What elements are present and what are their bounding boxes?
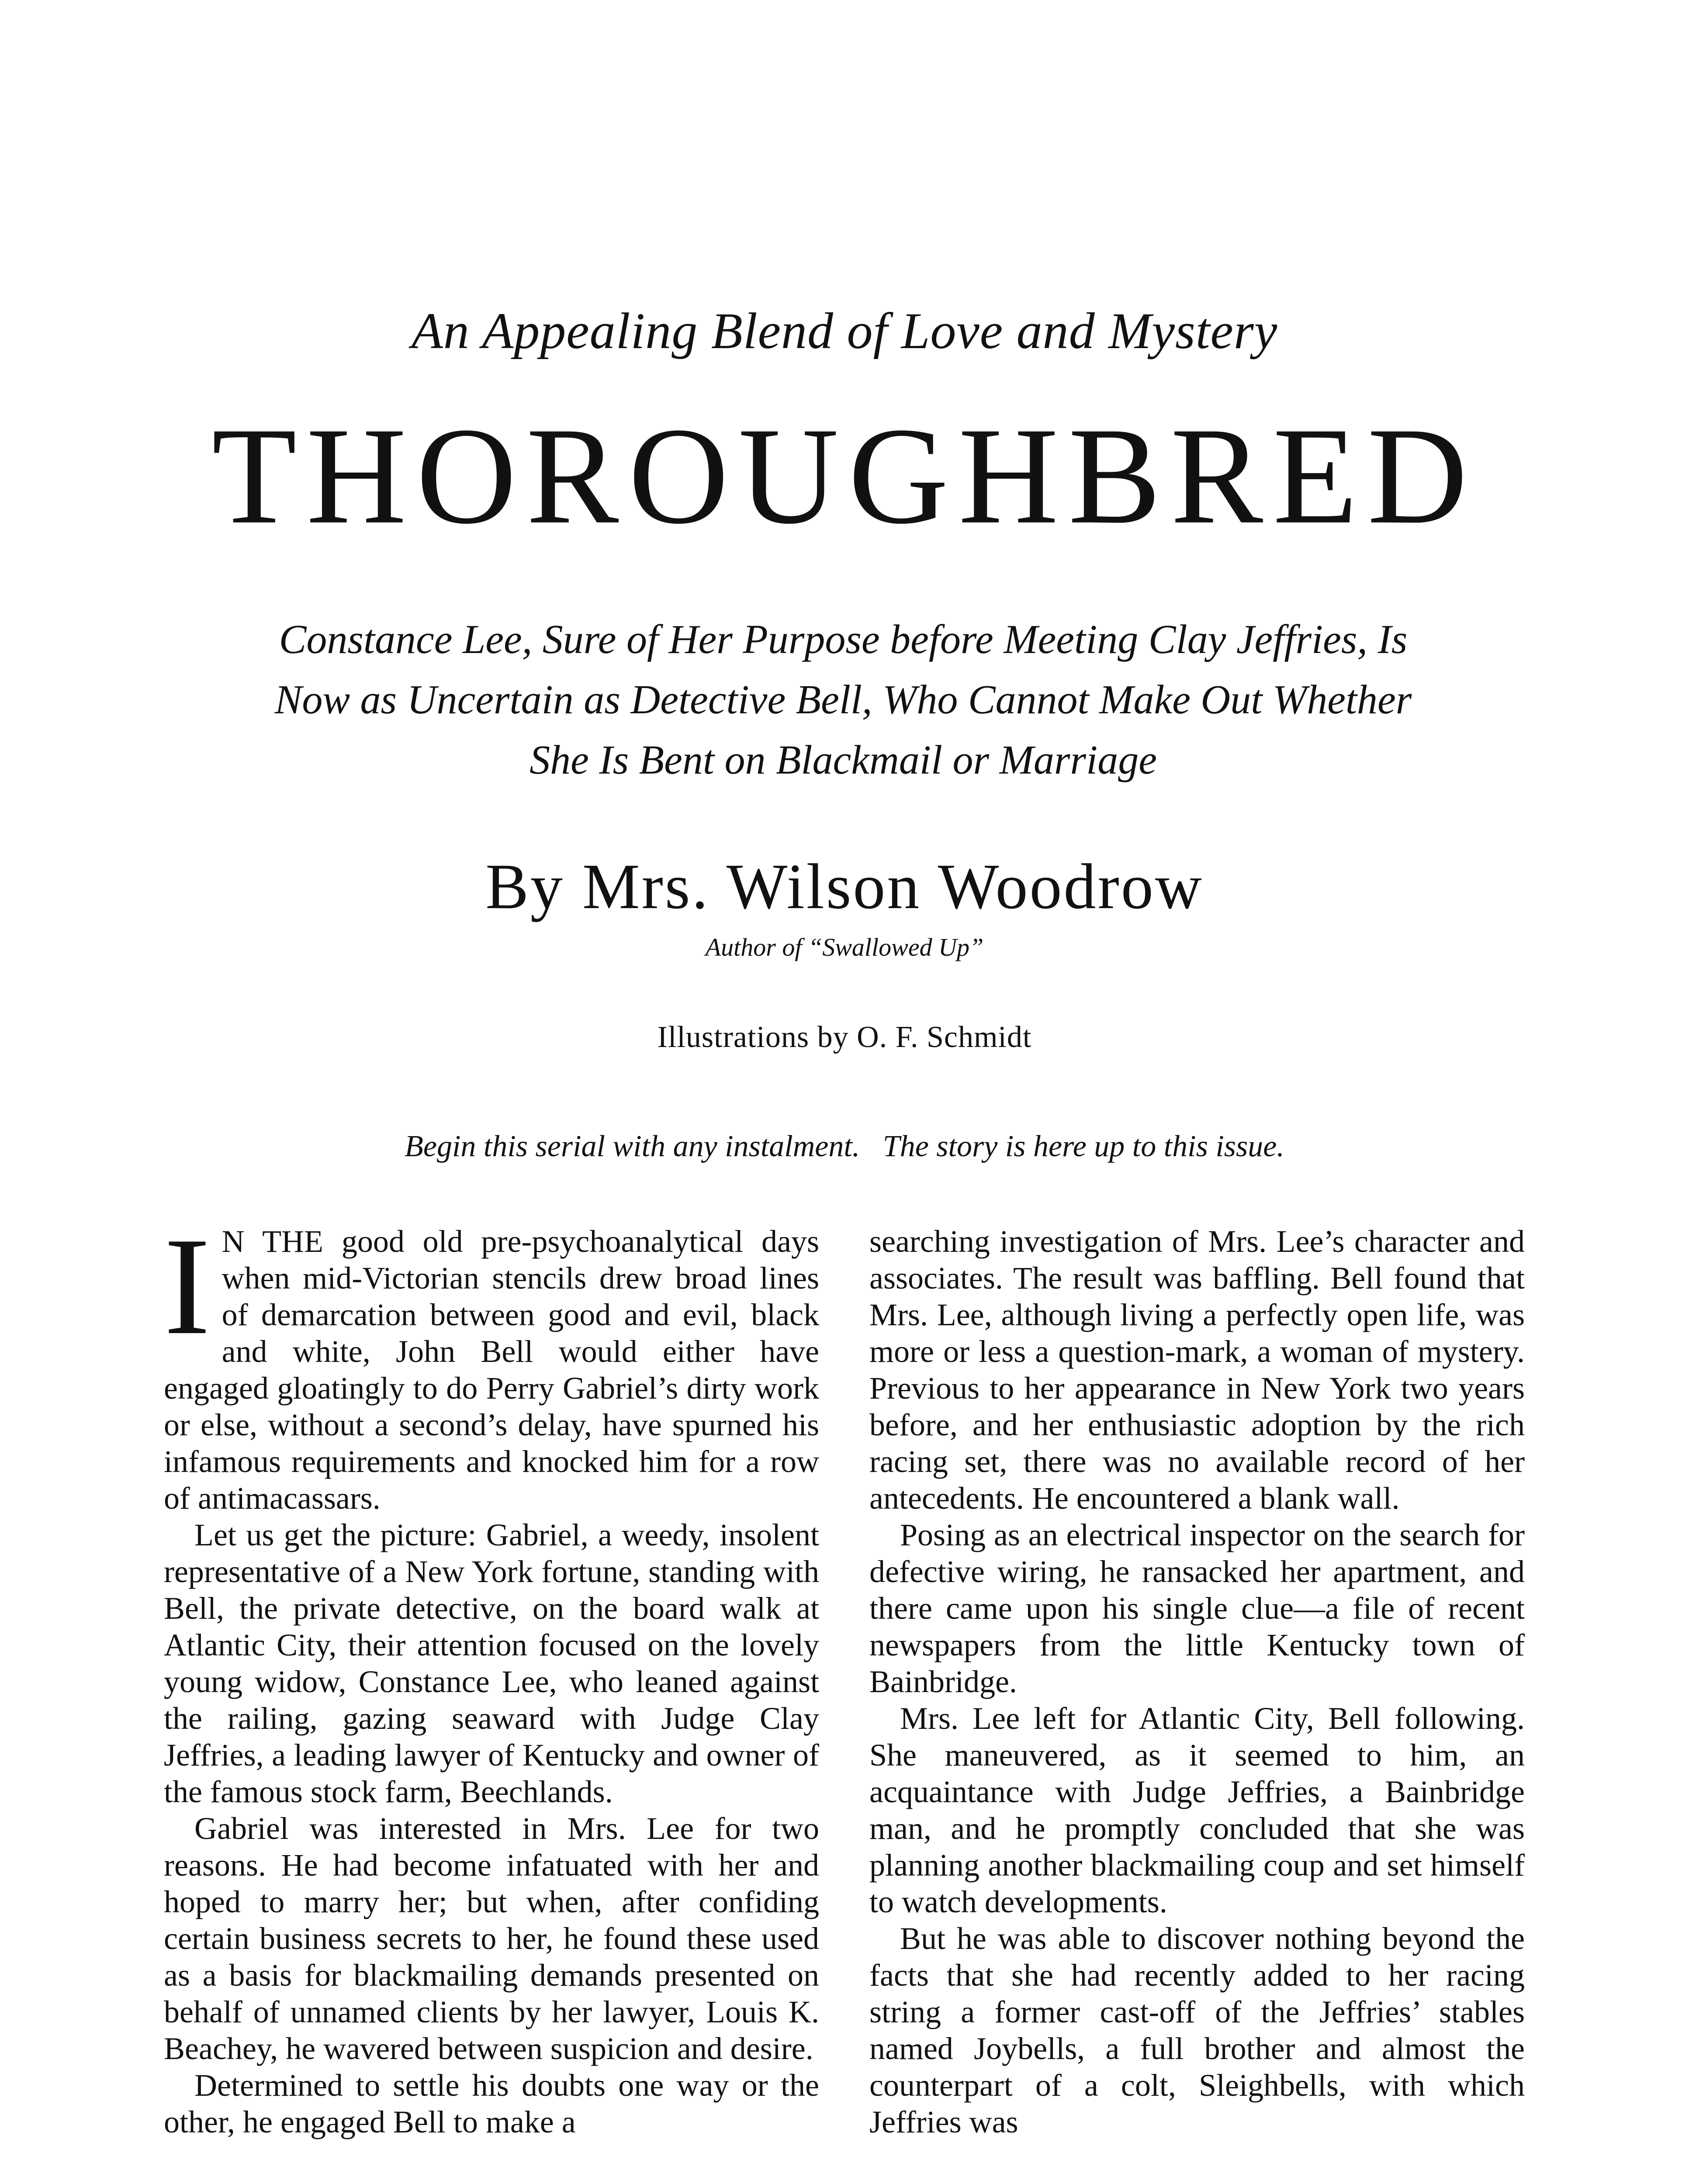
- paragraph: searching investigation of Mrs. Lee’s character and associates. The result was baffling. Bell found that Mrs. Lee, although living a perfectly open life, was more or less a question-mark, a woman of mystery. Previous to her appearance in New York two years before, and her enthusiastic adoption by the rich racing set, there was no available record of her antecedents. He encountered a blank wall.: [869, 1224, 1525, 1516]
- author-note: Author of “Swallowed Up”: [705, 933, 984, 961]
- story-deck: Constance Lee, Sure of Her Purpose before Meeting Clay Jeffries, Is Now as Uncertain as Detective Bell, Who Cannot Make Out Whether She Is Bent on Blackmail or Marriage: [274, 617, 1412, 783]
- paragraph: Let us get the picture: Gabriel, a weedy, insolent representative of a New York fortune, standing with Bell, the private detective, on the board walk at Atlantic City, their attention focused on the lovely young widow, Constance Lee, who leaned against the railing, gazing seaward with Judge Clay Jeffries, a leading lawyer of Kentucky and owner of the famous stock farm, Beechlands.: [164, 1517, 819, 1809]
- paragraph-text: N THE good old pre-psychoanalytical days when mid-Victorian stencils drew broad lines of demarcation between good and evil, black and white, John Bell would either have engaged gloatingly to do Perry Gabriel’s dirty work or else, without a second’s delay, have spurned his infamous requirements and knocked him for a row of antimacassars.: [164, 1224, 819, 1516]
- paragraph: Mrs. Lee left for Atlantic City, Bell following. She maneuvered, as it seemed to him, an acquaintance with Judge Jeffries, a Bainbridge man, and he promptly concluded that she was planning another blackmailing coup and set himself to watch developments.: [869, 1701, 1525, 1919]
- illustration-credit: Illustrations by O. F. Schmidt: [657, 1020, 1032, 1054]
- paragraph: But he was able to discover nothing beyond the facts that she had recently added to her racing string a former cast-off of the Jeffries’ stables named Joybells, a full brother and almost the counterpart of a colt, Sleighbells, with which Jeffries was: [869, 1921, 1525, 2139]
- article-body: [164, 1209, 1525, 2184]
- paragraph: Posing as an electrical inspector on the search for defective wiring, he ransacked her apartment, and there came upon his single clue—a file of recent newspapers from the little Kentucky town of Bainbridge.: [869, 1517, 1525, 1699]
- paragraph: Gabriel was interested in Mrs. Lee for two reasons. He had become infatuated with her and hoped to marry her; but when, after confiding certain business secrets to her, he found these used as a basis for blackmailing demands presented on behalf of unnamed clients by her lawyer, Louis K. Beachey, he wavered between suspicion and desire.: [164, 1811, 819, 2066]
- byline: By Mrs. Wilson Woodrow: [485, 851, 1204, 923]
- left-column: [164, 1209, 819, 2140]
- right-column: [869, 1223, 1525, 2140]
- story-title: THOROUGHBRED: [211, 399, 1478, 553]
- kicker-line: An Appealing Blend of Love and Mystery: [411, 302, 1278, 359]
- paragraph: [164, 1209, 819, 1517]
- drop-cap: I: [164, 1209, 211, 1364]
- serial-note: Begin this serial with any instalment. The story is here up to this issue.: [405, 1130, 1284, 1163]
- paragraph: Determined to settle his doubts one way or the other, he engaged Bell to make a: [164, 2068, 819, 2139]
